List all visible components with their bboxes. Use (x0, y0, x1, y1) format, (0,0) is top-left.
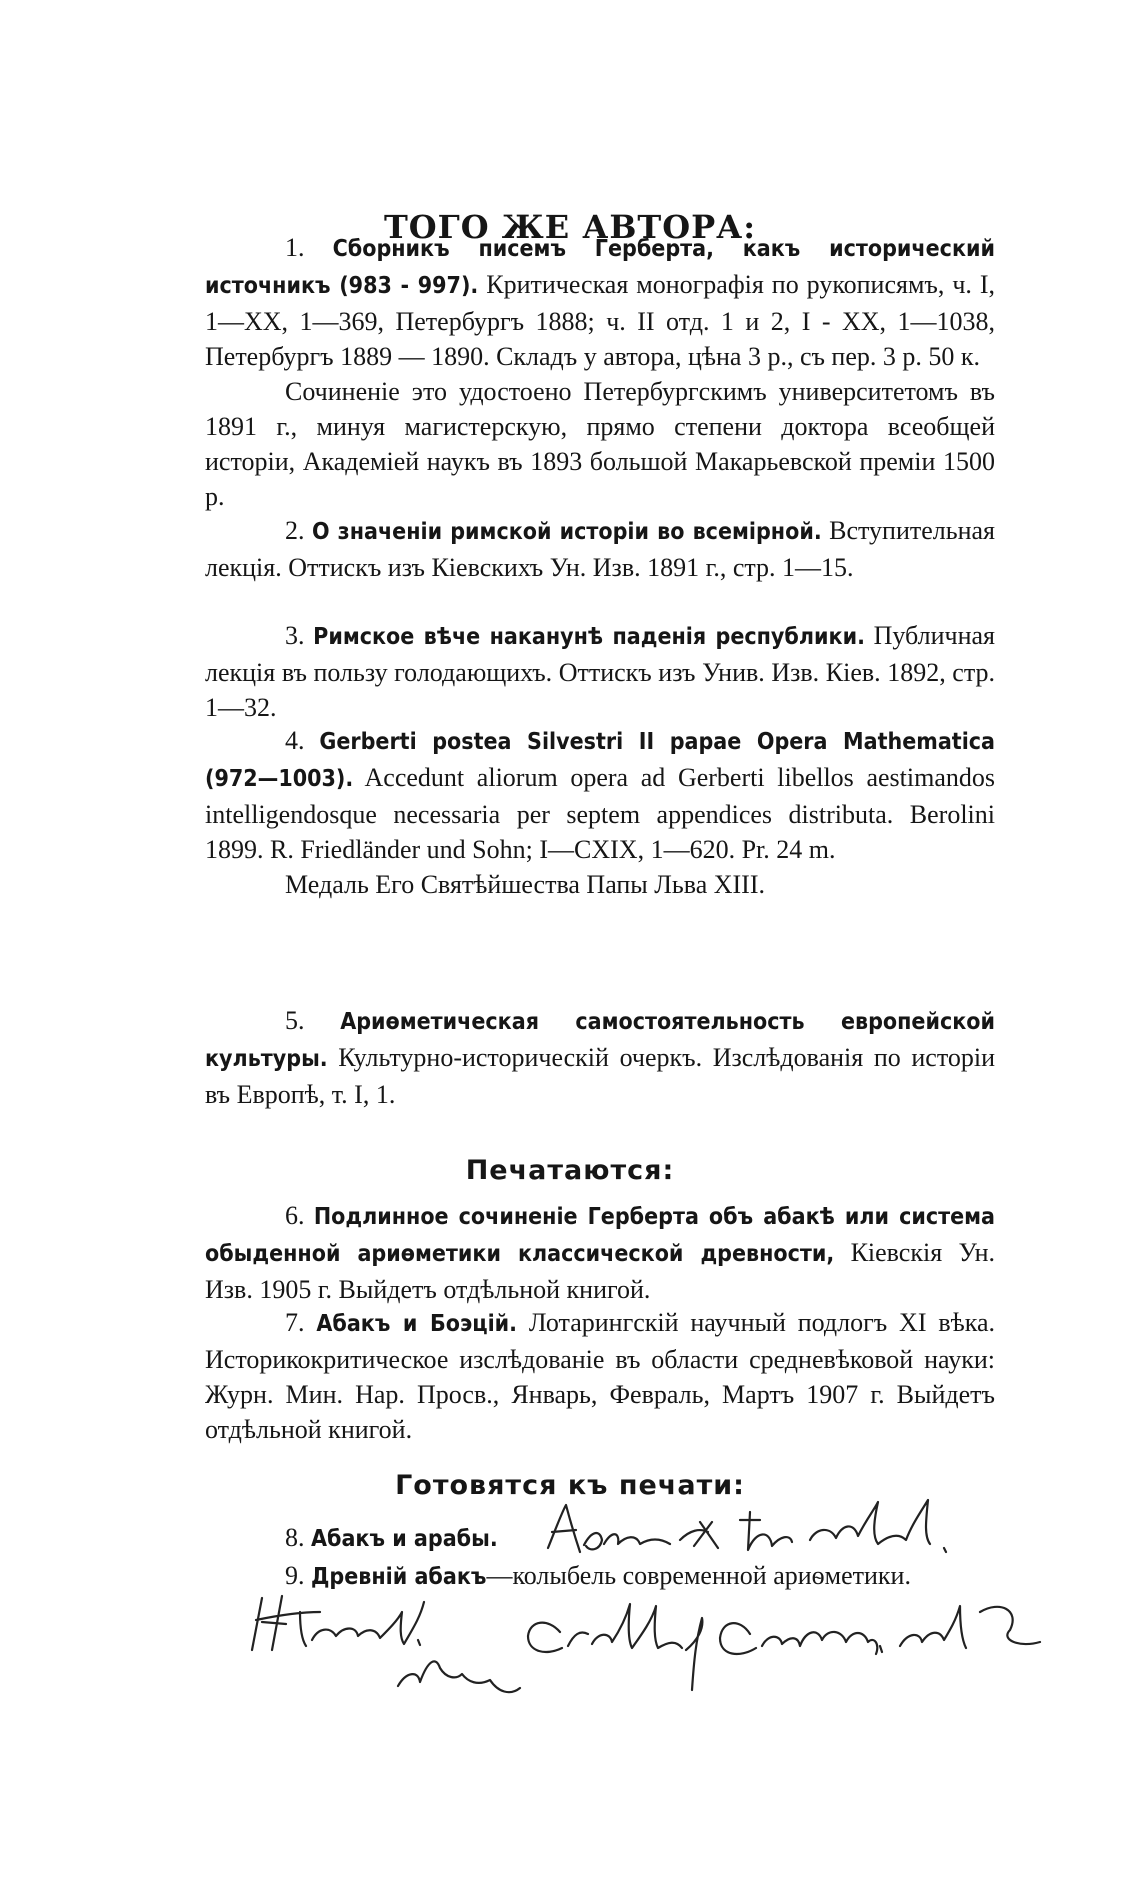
printing-heading: Печатаются: (465, 1155, 675, 1186)
entry-title: Абакъ и арабы. (311, 1526, 498, 1552)
entry-3-paragraph (205, 618, 995, 725)
entry-number: 2. (285, 516, 305, 545)
entry-number: 7. (285, 1308, 305, 1337)
entry-title: Абакъ и Боэцій. (316, 1311, 518, 1337)
entry-title: О значеніи римской исторіи во всемірной. (311, 519, 822, 545)
entry-text: Критическая монографія по рукописямъ, ч. I, 1—XX, 1—369, Петербургъ 1888; ч. II отд. 1 и 2, I - XX, 1—1038, Петербургъ 1889 — 1890. Складъ у автора, цѣна 3 р., съ пер. 3 р. 50 к. (205, 270, 995, 371)
entry-note: Сочиненіе это удостоено Петербургскимъ университетомъ въ 1891 г., минуя магистерскую, прямо степени доктора всеобщей исторіи, Академіей наукъ въ 1893 большой Макарьевской преміи 1500 р. (205, 377, 995, 511)
entry-9 (205, 1558, 995, 1595)
entry-2-paragraph (205, 513, 995, 585)
entry-title: Древній абакъ (311, 1564, 487, 1590)
entry-title: Gerberti postea Silvestri II papae Opera Mathematica (972—1003). (205, 729, 996, 792)
entry-title: Римское вѣче наканунѣ паденія республики. (313, 624, 865, 650)
entry-number: 9. (285, 1561, 305, 1590)
preparing-heading: Готовятся къ печати: (395, 1470, 745, 1501)
entry-note: Медаль Его Святѣйшества Папы Льва XIII. (285, 870, 765, 899)
entry-7-paragraph (205, 1305, 995, 1447)
entry-8-paragraph (205, 1520, 995, 1557)
entry-6-paragraph (205, 1198, 995, 1307)
entry-number: 4. (285, 726, 305, 755)
entry-1 (205, 230, 995, 514)
entry-9-paragraph (205, 1558, 995, 1595)
entry-1-paragraph (205, 230, 995, 374)
entry-number: 1. (285, 233, 305, 262)
entry-5-paragraph (205, 1003, 995, 1112)
entry-number: 8. (285, 1523, 305, 1552)
entry-title: Ариѳметическая самостоятельность европейской культуры. (205, 1009, 996, 1072)
entry-number: 5. (285, 1006, 305, 1035)
page-heading: ТОГО ЖЕ АВТОРА: (383, 208, 757, 246)
entry-number: 6. (285, 1201, 305, 1230)
entry-2 (205, 513, 995, 585)
entry-text: —колыбель современной ариѳметики. (486, 1561, 911, 1590)
entry-5 (205, 1003, 995, 1112)
entry-text: Кіевскія Ун. Изв. 1905 г. Выйдетъ отдѣльной книгой. (205, 1238, 996, 1304)
entry-text: Лотарингскій научный подлогъ XI вѣка. Историкокритическое изслѣдованіе въ области средневѣковой науки: Журн. Мин. Нар. Просв., Январь, Февраль, Мартъ 1907 г. Выйдетъ отдѣльной книгой. (205, 1308, 996, 1444)
entry-text: Культурно-историческій очеркъ. Изслѣдованія по исторіи въ Европѣ, т. I, 1. (205, 1043, 995, 1109)
entry-7 (205, 1305, 995, 1447)
entry-4-paragraph (205, 723, 995, 867)
entry-number: 3. (285, 621, 305, 650)
entry-3 (205, 618, 995, 725)
entry-text: Accedunt aliorum opera ad Gerberti libellos aestimandos intelligendosque necessaria per septem appendices distributa. Berolini 1899. R. Friedländer und Sohn; I—CXIX, 1—620. Pr. 24 m. (205, 763, 996, 864)
entry-text: Публичная лекція въ пользу голодающихъ. Оттискъ изъ Унив. Изв. Кіев. 1892, стр. 1—32. (205, 621, 995, 722)
entry-4 (205, 723, 995, 902)
entry-text: Вступительная лекція. Оттискъ изъ Кіевскихъ Ун. Изв. 1891 г., стр. 1—15. (205, 516, 996, 582)
entry-8 (205, 1520, 995, 1557)
entry-6 (205, 1198, 995, 1307)
entry-title: Сборникъ писемъ Герберта, какъ исторический источникъ (983 - 997). (205, 236, 995, 299)
entry-title: Подлинное сочиненіе Герберта объ абакѣ или система обыденной ариѳметики классической древности, (205, 1204, 996, 1267)
